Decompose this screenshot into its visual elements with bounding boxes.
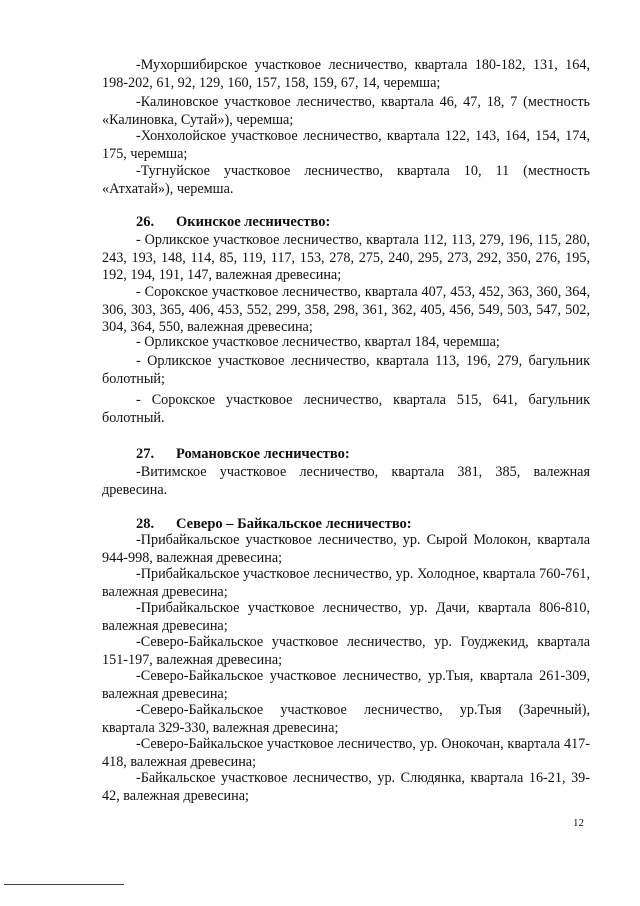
paragraph-mukhorshibir: -Мухоршибирское участковое лесничество, квартала 180-182, 131, 164, 198-202, 61, 92, 129, 160, 157, 158, 159, 67, 14, черемша; [102,57,590,91]
list-item: -Северо-Байкальское участковое лесничество, ур.Тыя (Заречный), квартала 329-330, валежная древесина; [102,702,590,736]
list-item: -Витимское участковое лесничество, квартала 381, 385, валежная древесина. [102,464,590,498]
section-number: 26. [136,214,155,230]
section-number: 27. [136,446,155,462]
section-title: Северо – Байкальское лесничество: [176,516,412,532]
page-number: 12 [573,817,584,829]
list-item: -Байкальское участковое лесничество, ур. Слюдянка, квартала 16-21, 39-42, валежная древесина; [102,770,590,804]
list-item: - Сорокское участковое лесничество, квартала 407, 453, 452, 363, 360, 364, 306, 303, 365, 406, 453, 552, 299, 358, 298, 361, 362, 405, 456, 549, 503, 547, 502, 304, 364, 550, валежная древесина; [102,284,590,336]
section-number: 28. [136,516,155,532]
list-item: -Прибайкальское участковое лесничество, ур. Дачи, квартала 806-810, валежная древесина; [102,600,590,634]
paragraph-khonkholoy: -Хонхолойское участковое лесничество, квартала 122, 143, 164, 154, 174, 175, черемша; [102,128,590,162]
section-heading-28 [136,515,412,533]
list-item: -Северо-Байкальское участковое лесничество, ур.Тыя, квартала 261-309, валежная древесина; [102,668,590,702]
list-item: -Прибайкальское участковое лесничество, ур. Сырой Молокон, квартала 944-998, валежная древесина; [102,532,590,566]
paragraph-tugnuy: -Тугнуйское участковое лесничество, квартала 10, 11 (местность «Атхатай»), черемша. [102,163,590,197]
section-heading-26 [136,213,330,231]
list-item: - Орликское участковое лесничество, квартала 113, 196, 279, багульник болотный; [102,353,590,387]
list-item: - Орликское участковое лесничество, квартала 112, 113, 279, 196, 115, 280, 243, 193, 148, 114, 85, 119, 117, 153, 278, 275, 240, 295, 273, 292, 350, 276, 195, 192, 194, 191, 147, валежная древесина; [102,232,590,284]
list-item: -Северо-Байкальское участковое лесничество, ур. Онокочан, квартала 417-418, валежная древесина; [102,736,590,770]
paragraph-kalinovskoe: -Калиновское участковое лесничество, квартала 46, 47, 18, 7 (местность «Калиновка, Сутай»), черемша; [102,94,590,128]
list-item: -Прибайкальское участковое лесничество, ур. Холодное, квартала 760-761, валежная древесина; [102,566,590,600]
section-title: Романовское лесничество: [176,446,350,462]
section-heading-27 [136,445,350,463]
list-item: - Орликское участковое лесничество, квартал 184, черемша; [136,334,500,350]
section-title: Окинское лесничество: [176,214,331,230]
list-item: -Северо-Байкальское участковое лесничество, ур. Гоуджекид, квартала 151-197, валежная древесина; [102,634,590,668]
list-item: - Сорокское участковое лесничество, квартала 515, 641, багульник болотный. [102,392,590,426]
footer-rule [4,884,124,885]
